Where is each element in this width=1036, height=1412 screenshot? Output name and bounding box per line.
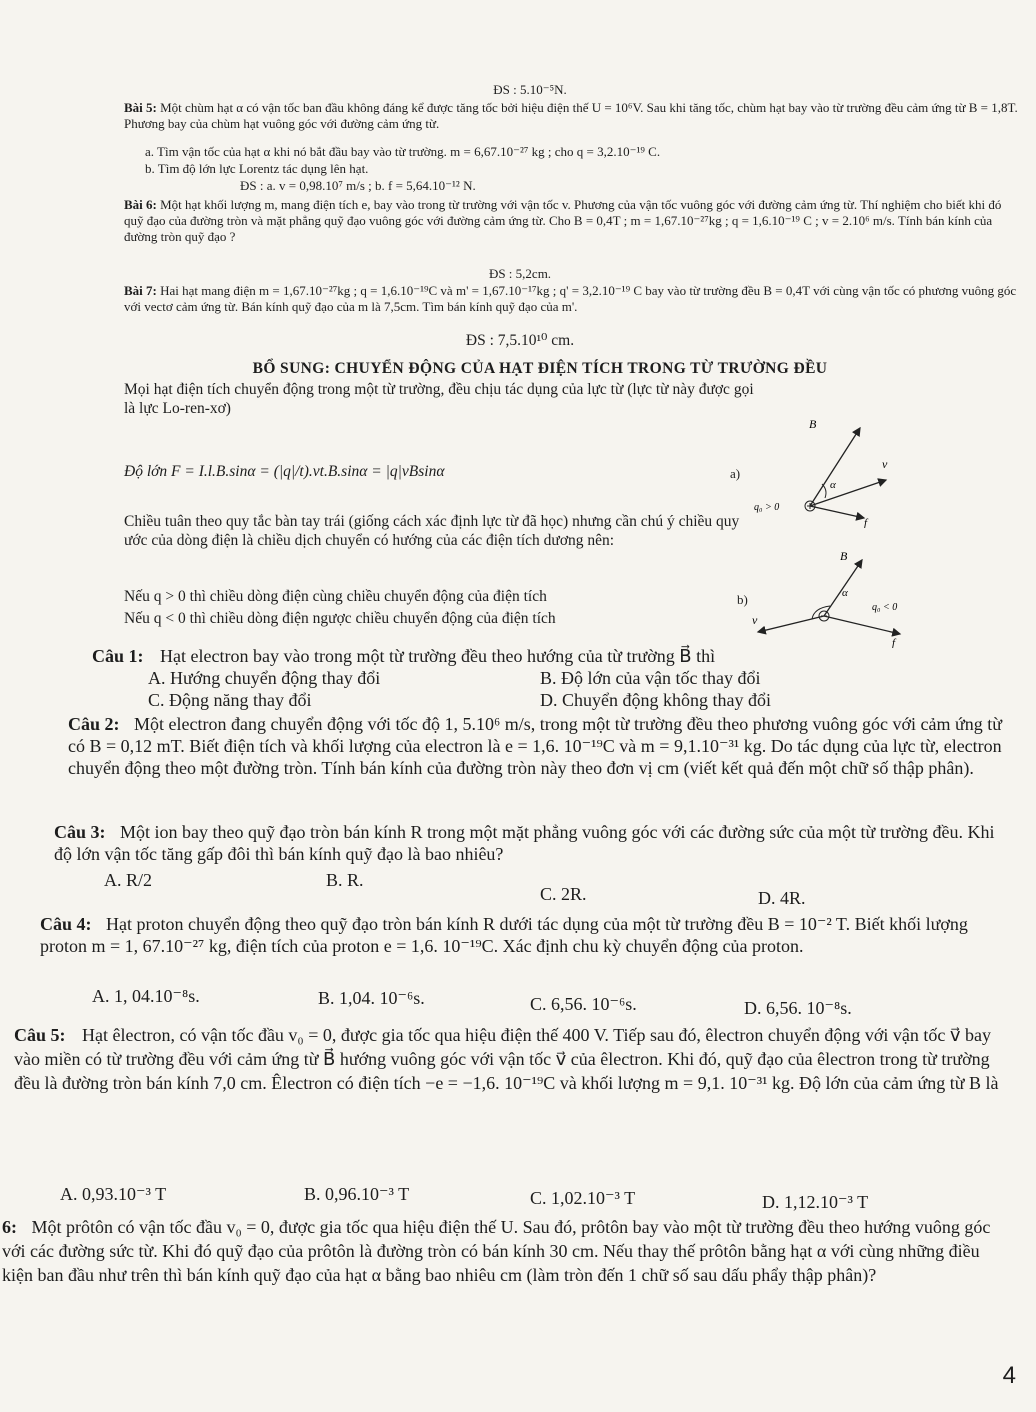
bai5-text: Một chùm hạt α có vận tốc ban đầu không đáng kể được tăng tốc bởi hiệu điện thế U = 10⁶V. Sau khi tăng tốc, chùm hạt bay vào từ trường đều cảm ứng từ B = 1,8T. Phương bay của chùm hạt vuông góc với đường cảm ứng từ. [124,100,1018,131]
question-1-option-d: D. Chuyển động không thay đổi [540,690,771,710]
bai6 [124,197,1022,245]
figure-b-alpha: α [842,587,848,599]
bai7 [124,283,1022,315]
question-5-label: Câu 5: [14,1025,66,1045]
page-number: 4 [1002,1362,1016,1389]
question-4-label: Câu 4: [40,914,92,934]
figure-a-B: B [809,418,817,431]
bai5-b: b. Tìm độ lớn lực Lorentz tác dụng lên hạt. [145,161,369,176]
question-3-option-d: D. 4R. [758,888,806,908]
figure-a-f: f [864,517,868,528]
question-5 [14,1024,1014,1095]
question-2 [68,714,1016,780]
bai6-label: Bài 6: [124,197,157,212]
bai7-text: Hai hạt mang điện m = 1,67.10⁻²⁷kg ; q = 1,6.10⁻¹⁹C và m' = 1,67.10⁻¹⁷kg ; q' = 3,2.10⁻¹⁹ C bay vào từ trường đều B = 0,4T với cùng vận tốc có phương vuông góc với vectơ cảm ứng từ. Bán kính quỹ đạo của m là 7,5cm. Tìm bán kính quỹ đạo của m'. [124,283,1017,314]
question-4-option-d: D. 6,56. 10⁻⁸s. [744,998,852,1018]
question-5-option-c: C. 1,02.10⁻³ T [530,1188,636,1208]
question-6 [2,1216,1014,1287]
question-4-text: Hạt proton chuyển động theo quỹ đạo tròn bán kính R dưới tác dụng của một từ trường đều B = 10⁻² T. Biết khối lượng proton m = 1, 67.10⁻²⁷ kg, điện tích của proton e = 1,6. 10⁻¹⁹C. Xác định chu kỳ chuyển động của proton. [40,914,968,956]
question-5-option-a: A. 0,93.10⁻³ T [60,1184,167,1204]
question-5-option-b: B. 0,96.10⁻³ T [304,1184,410,1204]
figure-a-alpha: α [830,479,836,491]
supplement-intro: Mọi hạt điện tích chuyển động trong một từ trường, đều chịu tác dụng của lực từ (lực từ này được gọi là lực Lo-ren-xơ) [124,381,754,417]
question-1-option-b: B. Độ lớn của vận tốc thay đổi [540,668,761,688]
bai5-label: Bài 5: [124,100,157,115]
figure-b [752,548,932,648]
bai5-ds: ĐS : a. v = 0,98.10⁷ m/s ; b. f = 5,64.10⁻¹² N. [240,178,476,193]
bai5-a: a. Tìm vận tốc của hạt α khi nó bắt đầu bay vào từ trường. m = 6,67.10⁻²⁷ kg ; cho q = 3,2.10⁻¹⁹ C. [145,144,661,159]
supplement-heading: BỔ SUNG: CHUYỂN ĐỘNG CỦA HẠT ĐIỆN TÍCH TRONG TỪ TRƯỜNG ĐỀU [252,360,828,377]
bai7-ds: ĐS : 7,5.10¹⁰ cm. [465,332,575,349]
question-3-option-b: B. R. [326,870,364,890]
figure-b-B: B [840,549,848,563]
question-4-option-a: A. 1, 04.10⁻⁸s. [92,986,200,1006]
question-3-label: Câu 3: [54,822,106,842]
lorentz-formula: Độ lớn F = I.l.B.sinα = (|q|/t).vt.B.sinα = |q|vBsinα [124,463,445,480]
figure-a-svg [752,418,932,528]
figure-a-tag: a) [730,466,741,481]
question-2-label: Câu 2: [68,714,120,734]
figure-a [752,418,932,528]
question-5-text: Hạt êlectron, có vận tốc đầu v₀ = 0, được gia tốc qua hiệu điện thế 400 V. Tiếp sau đó, êlectron chuyển động với vận tốc v⃗ bay vào miền có từ trường đều với cảm ứng từ B⃗ hướng vuông góc với vận tốc v⃗ của êlectron. Khi đó, quỹ đạo của êlectron trong từ trường đều là đường tròn bán kính 7,0 cm. Êlectron có điện tích −e = −1,6. 10⁻¹⁹C và khối lượng m = 9,1. 10⁻³¹ kg. Độ lớn của cảm ứng từ B là [14,1025,999,1093]
question-4 [40,914,1012,958]
figure-a-v: v [882,457,888,471]
bai6-ds: ĐS : 5,2cm. [488,266,552,281]
question-1 [92,646,1012,668]
question-2-text: Một electron đang chuyển động với tốc độ 1, 5.10⁶ m/s, trong một từ trường đều theo phương vuông góc với cảm ứng từ có B = 0,12 mT. Biết điện tích và khối lượng của electron là e = 1,6. 10⁻¹⁹C và m = 9,1.10⁻³¹ kg. Do tác dụng của lực từ, electron chuyển động theo một đường tròn. Tính bán kính của đường tròn này theo đơn vị cm (viết kết quả đến một chữ số thập phân). [68,714,1003,778]
question-1-option-c: C. Động năng thay đổi [148,690,312,710]
question-6-text: Một prôtôn có vận tốc đầu v₀ = 0, được gia tốc qua hiệu điện thế U. Sau đó, prôtôn bay vào một từ trường đều theo hướng vuông góc với các đường sức từ. Khi đó quỹ đạo của prôtôn là đường tròn có bán kính 30 cm. Nếu thay thế prôtôn bằng hạt α với cùng những điều kiện ban đầu như trên thì bán kính quỹ đạo của hạt α bằng bao nhiêu cm (làm tròn đến 1 chữ số sau dấu phẩy thập phân)? [2,1217,991,1285]
question-3 [54,822,1014,866]
question-5-option-d: D. 1,12.10⁻³ T [762,1192,869,1212]
question-1-label: Câu 1: [92,646,144,666]
figure-b-charge: q₀ < 0 [872,602,898,613]
question-6-label: 6: [2,1217,17,1237]
bai5 [124,100,1022,132]
question-1-text: Hạt electron bay vào trong một từ trường đều theo hướng của từ trường B⃗ thì [160,646,716,666]
bai6-text: Một hạt khối lượng m, mang điện tích e, bay vào trong từ trường với vận tốc v. Phương của vận tốc vuông góc với đường cảm ứng từ. Thí nghiệm cho biết khi đó quỹ đạo của đường tròn và mặt phẳng quỹ đạo vuông góc với đường cảm ứng từ. Cho B = 0,4T ; m = 1,67.10⁻²⁷kg ; q = 1,6.10⁻¹⁹ C ; v = 2.10⁶ m/s. Tính bán kính của đường tròn quỹ đạo ? [124,197,1002,244]
rule-positive: Nếu q > 0 thì chiều dòng điện cùng chiều chuyển động của điện tích [124,588,547,605]
question-3-option-a: A. R/2 [104,870,153,890]
question-3-option-c: C. 2R. [540,884,587,904]
figure-b-v: v [752,613,758,627]
question-3-text: Một ion bay theo quỹ đạo tròn bán kính R trong một mặt phẳng vuông góc với các đường sức của một từ trường đều. Khi độ lớn vận tốc tăng gấp đôi thì bán kính quỹ đạo là bao nhiêu? [54,822,995,864]
rule-negative: Nếu q < 0 thì chiều dòng điện ngược chiều chuyển động của điện tích [124,610,556,627]
supplement-rule: Chiều tuân theo quy tắc bàn tay trái (giống cách xác định lực từ đã học) nhưng cần chú ý chiều quy ước của dòng điện là chiều dịch chuyển có hướng của các điện tích dương nên: [124,513,740,549]
question-4-option-b: B. 1,04. 10⁻⁶s. [318,988,425,1008]
question-1-option-a: A. Hướng chuyển động thay đổi [148,668,381,688]
bai7-label: Bài 7: [124,283,157,298]
ds-intro: ĐS : 5.10⁻⁵N. [493,82,567,97]
question-4-option-c: C. 6,56. 10⁻⁶s. [530,994,637,1014]
figure-b-svg [752,548,932,648]
figure-b-f: f [892,637,896,648]
figure-b-tag: b) [737,592,748,607]
figure-a-charge: q₀ > 0 [754,502,780,513]
